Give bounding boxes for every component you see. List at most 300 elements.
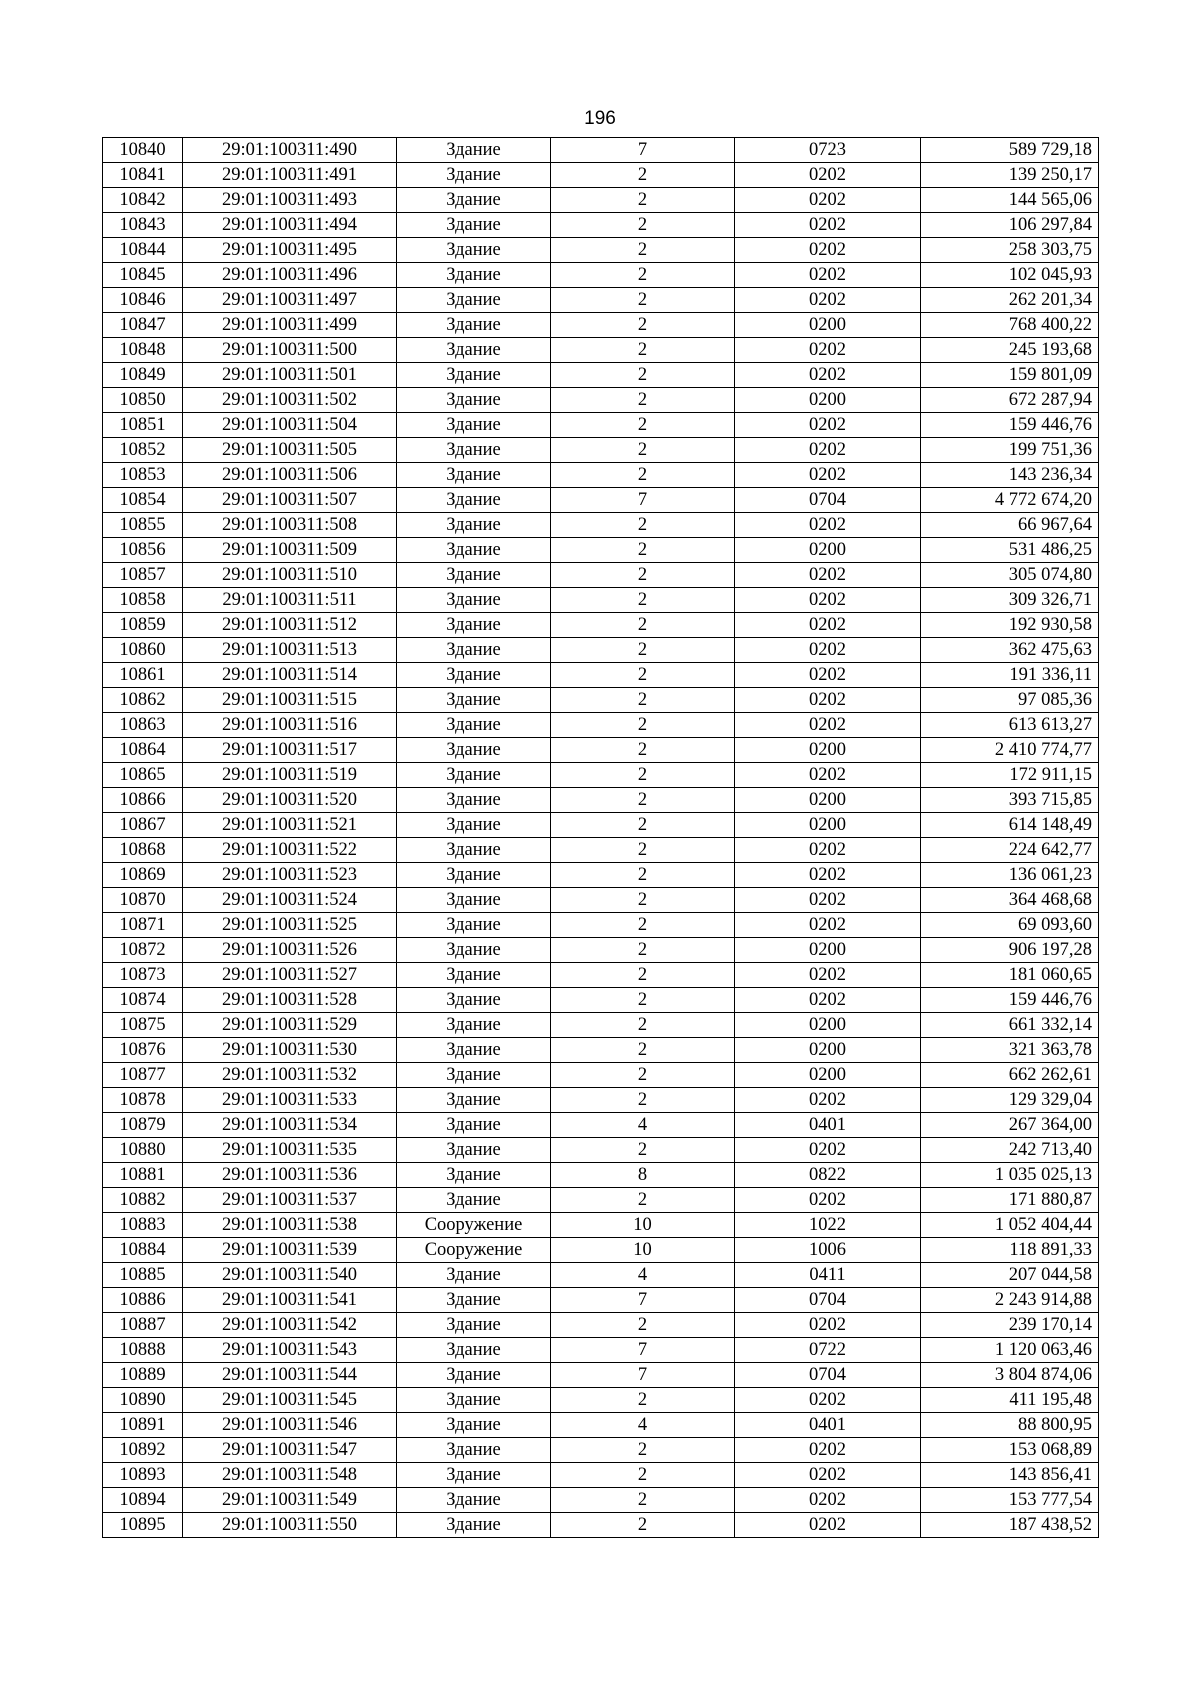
subgroup-code-cell: 0202	[735, 613, 921, 638]
cadastral-number-cell: 29:01:100311:493	[183, 188, 397, 213]
cadastral-value-cell: 224 642,77	[921, 838, 1099, 863]
group-code-cell: 2	[551, 888, 735, 913]
cadastral-number-cell: 29:01:100311:535	[183, 1138, 397, 1163]
subgroup-code-cell: 0202	[735, 763, 921, 788]
cadastral-number-cell: 29:01:100311:501	[183, 363, 397, 388]
row-number-cell: 10847	[103, 313, 183, 338]
object-type-cell: Здание	[397, 438, 551, 463]
subgroup-code-cell: 0202	[735, 1438, 921, 1463]
subgroup-code-cell: 0411	[735, 1263, 921, 1288]
object-type-cell: Здание	[397, 813, 551, 838]
subgroup-code-cell: 0200	[735, 813, 921, 838]
table-row	[103, 1513, 1099, 1538]
cadastral-value-cell: 309 326,71	[921, 588, 1099, 613]
table-row	[103, 1113, 1099, 1138]
cadastral-value-cell: 153 068,89	[921, 1438, 1099, 1463]
subgroup-code-cell: 0704	[735, 1288, 921, 1313]
table-row	[103, 613, 1099, 638]
row-number-cell: 10865	[103, 763, 183, 788]
object-type-cell: Здание	[397, 913, 551, 938]
group-code-cell: 2	[551, 288, 735, 313]
cadastral-number-cell: 29:01:100311:512	[183, 613, 397, 638]
cadastral-number-cell: 29:01:100311:490	[183, 138, 397, 163]
cadastral-number-cell: 29:01:100311:538	[183, 1213, 397, 1238]
table-row	[103, 763, 1099, 788]
group-code-cell: 10	[551, 1238, 735, 1263]
group-code-cell: 2	[551, 613, 735, 638]
cadastral-value-cell: 1 052 404,44	[921, 1213, 1099, 1238]
subgroup-code-cell: 0202	[735, 513, 921, 538]
cadastral-value-cell: 181 060,65	[921, 963, 1099, 988]
group-code-cell: 2	[551, 1313, 735, 1338]
group-code-cell: 7	[551, 488, 735, 513]
subgroup-code-cell: 0202	[735, 863, 921, 888]
cadastral-number-cell: 29:01:100311:543	[183, 1338, 397, 1363]
subgroup-code-cell: 0200	[735, 388, 921, 413]
table-row	[103, 1063, 1099, 1088]
table-row	[103, 1138, 1099, 1163]
subgroup-code-cell: 0200	[735, 538, 921, 563]
cadastral-number-cell: 29:01:100311:505	[183, 438, 397, 463]
table-row	[103, 588, 1099, 613]
row-number-cell: 10861	[103, 663, 183, 688]
object-type-cell: Здание	[397, 538, 551, 563]
table-row	[103, 1213, 1099, 1238]
subgroup-code-cell: 0202	[735, 413, 921, 438]
cadastral-value-cell: 2 243 914,88	[921, 1288, 1099, 1313]
cadastral-value-cell: 262 201,34	[921, 288, 1099, 313]
subgroup-code-cell: 0202	[735, 188, 921, 213]
group-code-cell: 2	[551, 713, 735, 738]
cadastral-value-cell: 143 856,41	[921, 1463, 1099, 1488]
cadastral-number-cell: 29:01:100311:500	[183, 338, 397, 363]
table-row	[103, 513, 1099, 538]
cadastral-value-cell: 672 287,94	[921, 388, 1099, 413]
group-code-cell: 2	[551, 1438, 735, 1463]
cadastral-number-cell: 29:01:100311:509	[183, 538, 397, 563]
table-row	[103, 1038, 1099, 1063]
row-number-cell: 10887	[103, 1313, 183, 1338]
table-row	[103, 838, 1099, 863]
cadastral-number-cell: 29:01:100311:539	[183, 1238, 397, 1263]
row-number-cell: 10851	[103, 413, 183, 438]
cadastral-number-cell: 29:01:100311:530	[183, 1038, 397, 1063]
subgroup-code-cell: 0202	[735, 988, 921, 1013]
cadastral-number-cell: 29:01:100311:527	[183, 963, 397, 988]
cadastral-value-cell: 192 930,58	[921, 613, 1099, 638]
cadastral-number-cell: 29:01:100311:522	[183, 838, 397, 863]
cadastral-number-cell: 29:01:100311:533	[183, 1088, 397, 1113]
table-row	[103, 813, 1099, 838]
group-code-cell: 2	[551, 213, 735, 238]
object-type-cell: Здание	[397, 763, 551, 788]
subgroup-code-cell: 0202	[735, 688, 921, 713]
object-type-cell: Здание	[397, 1163, 551, 1188]
cadastral-value-cell: 1 120 063,46	[921, 1338, 1099, 1363]
cadastral-value-cell: 207 044,58	[921, 1263, 1099, 1288]
cadastral-value-cell: 768 400,22	[921, 313, 1099, 338]
row-number-cell: 10871	[103, 913, 183, 938]
object-type-cell: Здание	[397, 663, 551, 688]
row-number-cell: 10872	[103, 938, 183, 963]
row-number-cell: 10884	[103, 1238, 183, 1263]
cadastral-number-cell: 29:01:100311:508	[183, 513, 397, 538]
cadastral-number-cell: 29:01:100311:510	[183, 563, 397, 588]
subgroup-code-cell: 0200	[735, 1063, 921, 1088]
subgroup-code-cell: 0202	[735, 163, 921, 188]
subgroup-code-cell: 0202	[735, 1488, 921, 1513]
row-number-cell: 10856	[103, 538, 183, 563]
cadastral-number-cell: 29:01:100311:516	[183, 713, 397, 738]
row-number-cell: 10866	[103, 788, 183, 813]
cadastral-value-cell: 239 170,14	[921, 1313, 1099, 1338]
table-row	[103, 563, 1099, 588]
cadastral-number-cell: 29:01:100311:534	[183, 1113, 397, 1138]
cadastral-value-cell: 118 891,33	[921, 1238, 1099, 1263]
cadastral-number-cell: 29:01:100311:541	[183, 1288, 397, 1313]
table-row	[103, 488, 1099, 513]
group-code-cell: 2	[551, 363, 735, 388]
table-row	[103, 888, 1099, 913]
table-row	[103, 413, 1099, 438]
row-number-cell: 10850	[103, 388, 183, 413]
table-row	[103, 1338, 1099, 1363]
cadastral-value-cell: 191 336,11	[921, 663, 1099, 688]
cadastral-value-cell: 106 297,84	[921, 213, 1099, 238]
cadastral-number-cell: 29:01:100311:542	[183, 1313, 397, 1338]
cadastral-number-cell: 29:01:100311:547	[183, 1438, 397, 1463]
table-row	[103, 313, 1099, 338]
subgroup-code-cell: 0200	[735, 1038, 921, 1063]
cadastral-number-cell: 29:01:100311:528	[183, 988, 397, 1013]
row-number-cell: 10893	[103, 1463, 183, 1488]
table-row	[103, 438, 1099, 463]
subgroup-code-cell: 0202	[735, 638, 921, 663]
row-number-cell: 10870	[103, 888, 183, 913]
table-row	[103, 1388, 1099, 1413]
group-code-cell: 2	[551, 1138, 735, 1163]
group-code-cell: 4	[551, 1413, 735, 1438]
subgroup-code-cell: 0202	[735, 363, 921, 388]
table-row	[103, 263, 1099, 288]
object-type-cell: Здание	[397, 1313, 551, 1338]
cadastral-value-cell: 171 880,87	[921, 1188, 1099, 1213]
group-code-cell: 2	[551, 688, 735, 713]
group-code-cell: 2	[551, 663, 735, 688]
cadastral-value-cell: 411 195,48	[921, 1388, 1099, 1413]
object-type-cell: Здание	[397, 1488, 551, 1513]
group-code-cell: 2	[551, 1188, 735, 1213]
table-row	[103, 988, 1099, 1013]
group-code-cell: 2	[551, 1463, 735, 1488]
object-type-cell: Здание	[397, 1363, 551, 1388]
subgroup-code-cell: 0202	[735, 563, 921, 588]
subgroup-code-cell: 0202	[735, 963, 921, 988]
table-row	[103, 863, 1099, 888]
group-code-cell: 2	[551, 788, 735, 813]
table-row	[103, 1363, 1099, 1388]
cadastral-number-cell: 29:01:100311:519	[183, 763, 397, 788]
object-type-cell: Здание	[397, 138, 551, 163]
table-row	[103, 338, 1099, 363]
subgroup-code-cell: 0200	[735, 1013, 921, 1038]
cadastral-value-cell: 143 236,34	[921, 463, 1099, 488]
cadastral-value-cell: 242 713,40	[921, 1138, 1099, 1163]
subgroup-code-cell: 0401	[735, 1413, 921, 1438]
cadastral-number-cell: 29:01:100311:526	[183, 938, 397, 963]
cadastral-number-cell: 29:01:100311:520	[183, 788, 397, 813]
object-type-cell: Здание	[397, 863, 551, 888]
group-code-cell: 2	[551, 238, 735, 263]
row-number-cell: 10864	[103, 738, 183, 763]
object-type-cell: Здание	[397, 613, 551, 638]
subgroup-code-cell: 0200	[735, 788, 921, 813]
object-type-cell: Здание	[397, 1413, 551, 1438]
cadastral-value-cell: 662 262,61	[921, 1063, 1099, 1088]
row-number-cell: 10841	[103, 163, 183, 188]
cadastral-value-cell: 613 613,27	[921, 713, 1099, 738]
object-type-cell: Здание	[397, 713, 551, 738]
table-row	[103, 738, 1099, 763]
subgroup-code-cell: 0202	[735, 1188, 921, 1213]
group-code-cell: 4	[551, 1113, 735, 1138]
group-code-cell: 2	[551, 188, 735, 213]
cadastral-value-cell: 144 565,06	[921, 188, 1099, 213]
cadastral-number-cell: 29:01:100311:494	[183, 213, 397, 238]
page-number: 196	[584, 108, 616, 129]
cadastral-value-cell: 267 364,00	[921, 1113, 1099, 1138]
object-type-cell: Здание	[397, 788, 551, 813]
cadastral-number-cell: 29:01:100311:548	[183, 1463, 397, 1488]
row-number-cell: 10883	[103, 1213, 183, 1238]
object-type-cell: Здание	[397, 1038, 551, 1063]
cadastral-value-cell: 321 363,78	[921, 1038, 1099, 1063]
cadastral-number-cell: 29:01:100311:524	[183, 888, 397, 913]
cadastral-number-cell: 29:01:100311:545	[183, 1388, 397, 1413]
row-number-cell: 10855	[103, 513, 183, 538]
row-number-cell: 10857	[103, 563, 183, 588]
group-code-cell: 2	[551, 163, 735, 188]
row-number-cell: 10892	[103, 1438, 183, 1463]
object-type-cell: Здание	[397, 188, 551, 213]
row-number-cell: 10877	[103, 1063, 183, 1088]
row-number-cell: 10843	[103, 213, 183, 238]
object-type-cell: Сооружение	[397, 1213, 551, 1238]
cadastral-number-cell: 29:01:100311:521	[183, 813, 397, 838]
subgroup-code-cell: 0822	[735, 1163, 921, 1188]
row-number-cell: 10842	[103, 188, 183, 213]
subgroup-code-cell: 0202	[735, 888, 921, 913]
group-code-cell: 2	[551, 513, 735, 538]
object-type-cell: Здание	[397, 838, 551, 863]
object-type-cell: Здание	[397, 263, 551, 288]
cadastral-value-cell: 69 093,60	[921, 913, 1099, 938]
object-type-cell: Здание	[397, 588, 551, 613]
object-type-cell: Здание	[397, 1063, 551, 1088]
cadastral-value-cell: 66 967,64	[921, 513, 1099, 538]
table-row	[103, 713, 1099, 738]
object-type-cell: Здание	[397, 1263, 551, 1288]
cadastral-value-cell: 199 751,36	[921, 438, 1099, 463]
subgroup-code-cell: 0202	[735, 438, 921, 463]
cadastral-value-cell: 1 035 025,13	[921, 1163, 1099, 1188]
object-type-cell: Здание	[397, 413, 551, 438]
cadastral-number-cell: 29:01:100311:515	[183, 688, 397, 713]
table-row	[103, 388, 1099, 413]
group-code-cell: 10	[551, 1213, 735, 1238]
row-number-cell: 10867	[103, 813, 183, 838]
table-row	[103, 1413, 1099, 1438]
cadastral-value-cell: 661 332,14	[921, 1013, 1099, 1038]
row-number-cell: 10858	[103, 588, 183, 613]
subgroup-code-cell: 1022	[735, 1213, 921, 1238]
cadastral-number-cell: 29:01:100311:549	[183, 1488, 397, 1513]
cadastral-number-cell: 29:01:100311:517	[183, 738, 397, 763]
cadastral-value-cell: 258 303,75	[921, 238, 1099, 263]
row-number-cell: 10885	[103, 1263, 183, 1288]
table-row	[103, 1013, 1099, 1038]
group-code-cell: 2	[551, 963, 735, 988]
object-type-cell: Здание	[397, 338, 551, 363]
row-number-cell: 10860	[103, 638, 183, 663]
group-code-cell: 2	[551, 938, 735, 963]
object-type-cell: Здание	[397, 213, 551, 238]
table-row	[103, 788, 1099, 813]
table-row	[103, 1488, 1099, 1513]
cadastral-number-cell: 29:01:100311:532	[183, 1063, 397, 1088]
object-type-cell: Сооружение	[397, 1238, 551, 1263]
subgroup-code-cell: 0202	[735, 238, 921, 263]
cadastral-value-cell: 159 446,76	[921, 413, 1099, 438]
cadastral-number-cell: 29:01:100311:540	[183, 1263, 397, 1288]
table-row	[103, 288, 1099, 313]
subgroup-code-cell: 0202	[735, 1463, 921, 1488]
table-row	[103, 1163, 1099, 1188]
row-number-cell: 10881	[103, 1163, 183, 1188]
row-number-cell: 10895	[103, 1513, 183, 1538]
group-code-cell: 2	[551, 388, 735, 413]
cadastral-number-cell: 29:01:100311:529	[183, 1013, 397, 1038]
registry-table-body	[103, 138, 1099, 1538]
row-number-cell: 10862	[103, 688, 183, 713]
cadastral-number-cell: 29:01:100311:506	[183, 463, 397, 488]
object-type-cell: Здание	[397, 1438, 551, 1463]
cadastral-value-cell: 2 410 774,77	[921, 738, 1099, 763]
object-type-cell: Здание	[397, 738, 551, 763]
group-code-cell: 2	[551, 1013, 735, 1038]
group-code-cell: 7	[551, 138, 735, 163]
object-type-cell: Здание	[397, 288, 551, 313]
cadastral-number-cell: 29:01:100311:546	[183, 1413, 397, 1438]
subgroup-code-cell: 0704	[735, 488, 921, 513]
table-row	[103, 163, 1099, 188]
table-row	[103, 913, 1099, 938]
group-code-cell: 2	[551, 763, 735, 788]
cadastral-number-cell: 29:01:100311:513	[183, 638, 397, 663]
subgroup-code-cell: 0722	[735, 1338, 921, 1363]
row-number-cell: 10849	[103, 363, 183, 388]
object-type-cell: Здание	[397, 163, 551, 188]
row-number-cell: 10890	[103, 1388, 183, 1413]
row-number-cell: 10852	[103, 438, 183, 463]
subgroup-code-cell: 0704	[735, 1363, 921, 1388]
row-number-cell: 10845	[103, 263, 183, 288]
row-number-cell: 10880	[103, 1138, 183, 1163]
table-row	[103, 238, 1099, 263]
subgroup-code-cell: 0202	[735, 1138, 921, 1163]
cadastral-number-cell: 29:01:100311:537	[183, 1188, 397, 1213]
subgroup-code-cell: 0202	[735, 1088, 921, 1113]
object-type-cell: Здание	[397, 1138, 551, 1163]
row-number-cell: 10879	[103, 1113, 183, 1138]
cadastral-number-cell: 29:01:100311:507	[183, 488, 397, 513]
row-number-cell: 10894	[103, 1488, 183, 1513]
cadastral-number-cell: 29:01:100311:523	[183, 863, 397, 888]
cadastral-value-cell: 614 148,49	[921, 813, 1099, 838]
cadastral-number-cell: 29:01:100311:491	[183, 163, 397, 188]
row-number-cell: 10846	[103, 288, 183, 313]
group-code-cell: 2	[551, 813, 735, 838]
group-code-cell: 2	[551, 913, 735, 938]
cadastral-value-cell: 393 715,85	[921, 788, 1099, 813]
row-number-cell: 10875	[103, 1013, 183, 1038]
table-row	[103, 213, 1099, 238]
table-row	[103, 638, 1099, 663]
cadastral-value-cell: 531 486,25	[921, 538, 1099, 563]
object-type-cell: Здание	[397, 638, 551, 663]
cadastral-value-cell: 97 085,36	[921, 688, 1099, 713]
object-type-cell: Здание	[397, 563, 551, 588]
row-number-cell: 10882	[103, 1188, 183, 1213]
object-type-cell: Здание	[397, 963, 551, 988]
row-number-cell: 10874	[103, 988, 183, 1013]
object-type-cell: Здание	[397, 1288, 551, 1313]
row-number-cell: 10886	[103, 1288, 183, 1313]
cadastral-value-cell: 159 801,09	[921, 363, 1099, 388]
row-number-cell: 10859	[103, 613, 183, 638]
row-number-cell: 10888	[103, 1338, 183, 1363]
object-type-cell: Здание	[397, 238, 551, 263]
table-row	[103, 663, 1099, 688]
group-code-cell: 2	[551, 313, 735, 338]
row-number-cell: 10854	[103, 488, 183, 513]
object-type-cell: Здание	[397, 1188, 551, 1213]
subgroup-code-cell: 0202	[735, 263, 921, 288]
row-number-cell: 10889	[103, 1363, 183, 1388]
subgroup-code-cell: 0202	[735, 663, 921, 688]
cadastral-value-cell: 305 074,80	[921, 563, 1099, 588]
row-number-cell: 10848	[103, 338, 183, 363]
cadastral-value-cell: 364 468,68	[921, 888, 1099, 913]
subgroup-code-cell: 0202	[735, 588, 921, 613]
object-type-cell: Здание	[397, 1088, 551, 1113]
object-type-cell: Здание	[397, 1513, 551, 1538]
group-code-cell: 2	[551, 563, 735, 588]
table-row	[103, 1463, 1099, 1488]
group-code-cell: 2	[551, 588, 735, 613]
subgroup-code-cell: 0202	[735, 1313, 921, 1338]
subgroup-code-cell: 0202	[735, 288, 921, 313]
cadastral-value-cell: 4 772 674,20	[921, 488, 1099, 513]
cadastral-value-cell: 3 804 874,06	[921, 1363, 1099, 1388]
row-number-cell: 10853	[103, 463, 183, 488]
group-code-cell: 2	[551, 738, 735, 763]
row-number-cell: 10878	[103, 1088, 183, 1113]
subgroup-code-cell: 0202	[735, 838, 921, 863]
table-row	[103, 1263, 1099, 1288]
subgroup-code-cell: 1006	[735, 1238, 921, 1263]
registry-table	[102, 137, 1099, 1538]
